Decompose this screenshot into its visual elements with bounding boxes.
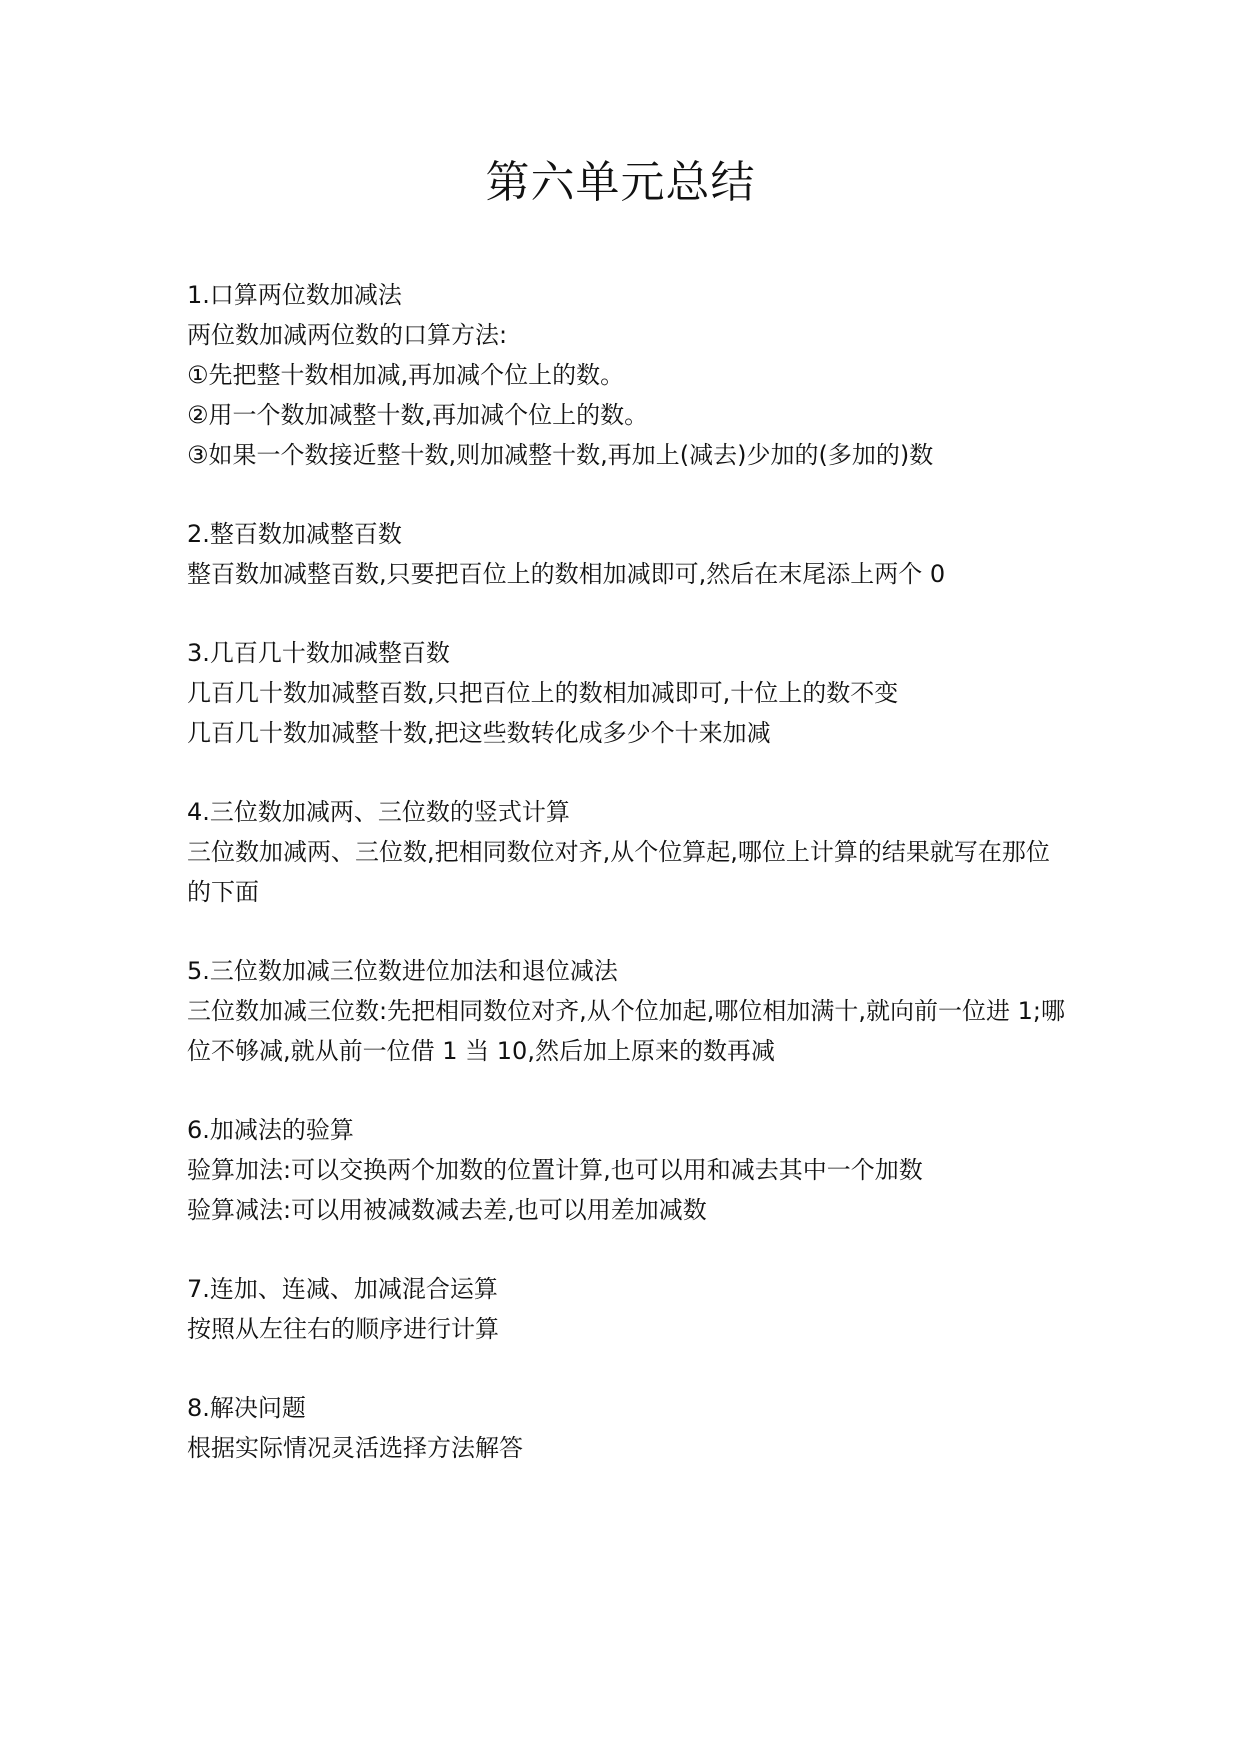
section-line: ①先把整十数相加减,再加减个位上的数。 xyxy=(187,361,625,389)
document-body xyxy=(187,275,1067,1507)
section-4 xyxy=(187,792,1067,912)
section-heading: 6.加减法的验算 xyxy=(187,1116,354,1144)
section-line: ③如果一个数接近整十数,则加减整十数,再加上(减去)少加的(多加的)数 xyxy=(187,441,934,469)
section-line: 按照从左往右的顺序进行计算 xyxy=(187,1315,499,1343)
section-line: 整百数加减整百数,只要把百位上的数相加减即可,然后在末尾添上两个 0 xyxy=(187,560,946,588)
section-3 xyxy=(187,633,1067,753)
section-heading: 1.口算两位数加减法 xyxy=(187,281,402,309)
section-line: 几百几十数加减整十数,把这些数转化成多少个十来加减 xyxy=(187,719,771,747)
section-line: 几百几十数加减整百数,只把百位上的数相加减即可,十位上的数不变 xyxy=(187,679,899,707)
section-line: ②用一个数加减整十数,再加减个位上的数。 xyxy=(187,401,649,429)
section-1 xyxy=(187,275,1067,475)
section-heading: 2.整百数加减整百数 xyxy=(187,520,402,548)
section-line: 根据实际情况灵活选择方法解答 xyxy=(187,1434,523,1462)
section-heading: 8.解决问题 xyxy=(187,1394,306,1422)
section-6 xyxy=(187,1110,1067,1230)
section-5 xyxy=(187,951,1067,1071)
section-8 xyxy=(187,1388,1067,1468)
section-line: 两位数加减两位数的口算方法: xyxy=(187,321,508,349)
section-line: 验算加法:可以交换两个加数的位置计算,也可以用和减去其中一个加数 xyxy=(187,1156,923,1184)
section-line: 验算减法:可以用被减数减去差,也可以用差加减数 xyxy=(187,1196,707,1224)
page-title: 第六单元总结 xyxy=(485,157,756,208)
section-heading: 4.三位数加减两、三位数的竖式计算 xyxy=(187,798,570,826)
section-line: 三位数加减三位数:先把相同数位对齐,从个位加起,哪位相加满十,就向前一位进 1;哪位不够减,就从前一位借 1 当 10,然后加上原来的数再减 xyxy=(187,997,1065,1065)
section-heading: 5.三位数加减三位数进位加法和退位减法 xyxy=(187,957,618,985)
section-heading: 7.连加、连减、加减混合运算 xyxy=(187,1275,498,1303)
section-7 xyxy=(187,1269,1067,1349)
section-2 xyxy=(187,514,1067,594)
section-line: 三位数加减两、三位数,把相同数位对齐,从个位算起,哪位上计算的结果就写在那位的下面 xyxy=(187,838,1050,906)
section-heading: 3.几百几十数加减整百数 xyxy=(187,639,450,667)
